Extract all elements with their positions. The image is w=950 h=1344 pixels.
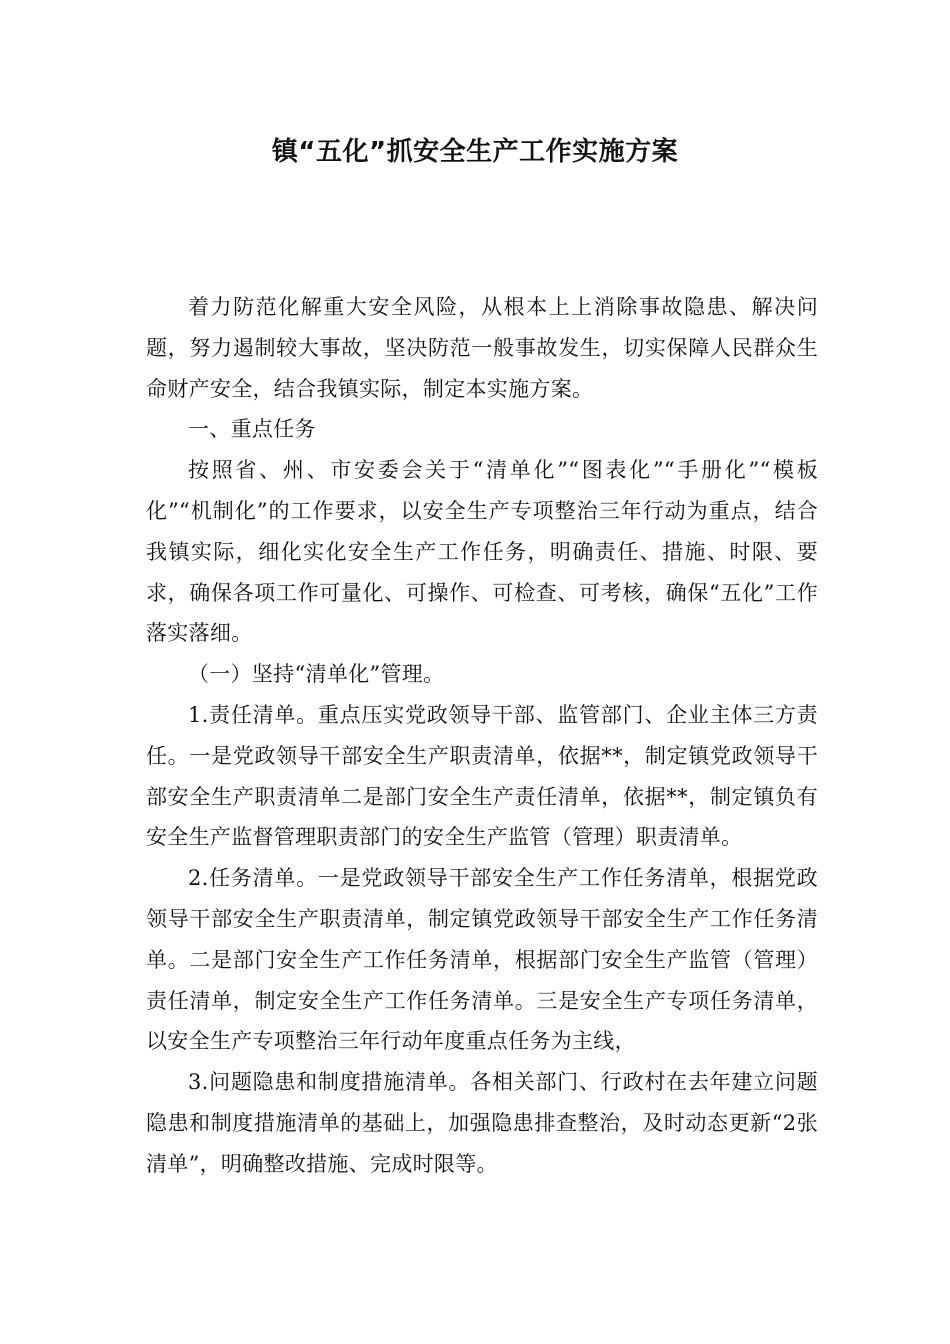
key-tasks-paragraph: 按照省、州、市安委会关于“清单化”“图表化”“手册化”“模板化”“机制化”的工作要求，以安全生产专项整治三年行动为重点，结合我镇实际，细化实化安全生产工作任务，明确责任、措施、时限、要求，确保各项工作可量化、可操作、可检查、可考核，确保“五化”工作落实落细。 — [146, 458, 818, 646]
section-heading-key-tasks: 一、重点任务 — [188, 417, 316, 442]
responsibility-list-paragraph: 1.责任清单。重点压实党政领导干部、监管部门、企业主体三方责任。一是党政领导干部安全生产职责清单，依据**，制定镇党政领导干部安全生产职责清单二是部门安全生产责任清单，依据**，制定镇负有安全生产监督管理职责部门的安全生产监管（管理）职责清单。 — [146, 702, 818, 850]
intro-paragraph: 着力防范化解重大安全风险，从根本上上消除事故隐患、解决问题，努力遏制较大事故，坚决防范一般事故发生，切实保障人民群众生命财产安全，结合我镇实际，制定本实施方案。 — [146, 295, 818, 401]
hazard-list-paragraph: 3.问题隐患和制度措施清单。各相关部门、行政村在去年建立问题隐患和制度措施清单的基础上，加强隐患排查整治，及时动态更新“2张清单”，明确整改措施、完成时限等。 — [146, 1070, 818, 1176]
document-body — [146, 287, 818, 1185]
subsection-heading-checklist: （一）坚持“清单化”管理。 — [188, 662, 445, 687]
document-title: 镇“五化”抓安全生产工作实施方案 — [271, 137, 679, 167]
task-list-paragraph: 2.任务清单。一是党政领导干部安全生产工作任务清单，根据党政领导干部安全生产职责清单，制定镇党政领导干部安全生产工作任务清单。二是部门安全生产工作任务清单，根据部门安全生产监管（管理）责任清单，制定安全生产工作任务清单。三是安全生产专项任务清单，以安全生产专项整治三年行动年度重点任务为主线， — [146, 866, 818, 1054]
